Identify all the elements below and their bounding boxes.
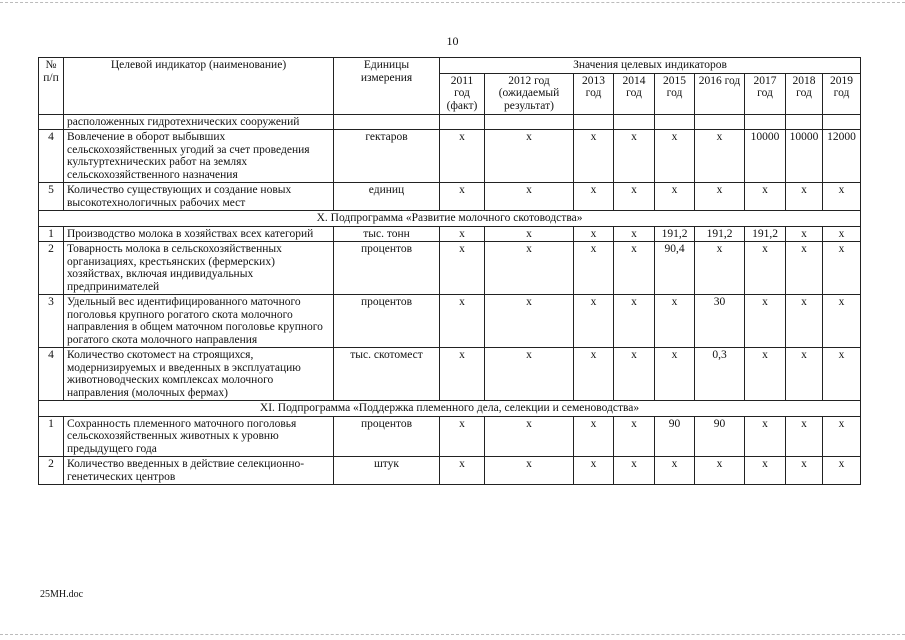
row-value: x (614, 242, 655, 295)
row-value: x (655, 457, 695, 485)
row-value: x (786, 183, 823, 211)
footer-filename: 25МН.doc (40, 589, 84, 600)
row-value: x (485, 348, 574, 401)
row-value: x (440, 295, 485, 348)
row-unit (334, 114, 440, 130)
header-year: 2019 год (823, 73, 861, 114)
row-value (440, 114, 485, 130)
row-value: x (614, 416, 655, 457)
section-title: X. Подпрограмма «Развитие молочного скотоводства» (39, 211, 861, 227)
row-value: x (574, 348, 614, 401)
header-year: 2016 год (695, 73, 745, 114)
row-value (786, 114, 823, 130)
row-indicator-name: Удельный вес идентифицированного маточного поголовья крупного рогатого скота молочного направления в общем маточном поголовье крупного рогатого скота молочного направления (64, 295, 334, 348)
row-unit: процентов (334, 295, 440, 348)
row-value: x (786, 348, 823, 401)
table-row (39, 242, 861, 295)
row-number: 5 (39, 183, 64, 211)
indicators-table (38, 57, 861, 485)
table-row (39, 114, 861, 130)
row-unit: единиц (334, 183, 440, 211)
row-value: 10000 (745, 130, 786, 183)
table-row (39, 226, 861, 242)
row-value (695, 114, 745, 130)
row-value: x (786, 226, 823, 242)
row-value: x (655, 183, 695, 211)
row-indicator-name: Вовлечение в оборот выбывших сельскохозяйственных угодий за счет проведения культуртехнических работ на землях сельскохозяйственного назначения (64, 130, 334, 183)
row-value: 191,2 (655, 226, 695, 242)
row-value: x (695, 457, 745, 485)
row-value: x (745, 242, 786, 295)
row-unit: штук (334, 457, 440, 485)
row-value: 10000 (786, 130, 823, 183)
row-indicator-name: Количество существующих и создание новых высокотехнологичных рабочих мест (64, 183, 334, 211)
row-value: x (440, 242, 485, 295)
header-year: 2012 год (ожидаемый результат) (485, 73, 574, 114)
section-row (39, 401, 861, 417)
header-year: 2017 год (745, 73, 786, 114)
table-row (39, 183, 861, 211)
row-value: x (786, 416, 823, 457)
row-value: x (823, 416, 861, 457)
row-unit: процентов (334, 242, 440, 295)
row-value: x (745, 183, 786, 211)
row-value: 0,3 (695, 348, 745, 401)
row-value: x (574, 242, 614, 295)
row-value: x (823, 457, 861, 485)
table-row (39, 416, 861, 457)
row-value (745, 114, 786, 130)
row-value: 90 (695, 416, 745, 457)
row-indicator-name: Количество скотомест на строящихся, модернизируемых и введенных в эксплуатацию животноводческих комплексах молочного направления (молочных фермах) (64, 348, 334, 401)
section-title: XI. Подпрограмма «Поддержка племенного дела, селекции и семеноводства» (39, 401, 861, 417)
header-values-group: Значения целевых индикаторов (440, 58, 861, 74)
header-year: 2015 год (655, 73, 695, 114)
row-value: x (823, 348, 861, 401)
row-value: 191,2 (695, 226, 745, 242)
row-number: 4 (39, 348, 64, 401)
row-value (485, 114, 574, 130)
row-value: x (485, 130, 574, 183)
row-number: 2 (39, 242, 64, 295)
row-value: x (655, 348, 695, 401)
row-value: x (440, 348, 485, 401)
row-value: x (440, 416, 485, 457)
row-unit: тыс. тонн (334, 226, 440, 242)
row-value: x (823, 226, 861, 242)
row-value: x (485, 242, 574, 295)
row-value: 90 (655, 416, 695, 457)
row-value: x (485, 183, 574, 211)
row-value: x (786, 242, 823, 295)
row-value: x (485, 457, 574, 485)
table-body (39, 114, 861, 485)
row-value: x (745, 348, 786, 401)
header-year: 2013 год (574, 73, 614, 114)
header-year: 2018 год (786, 73, 823, 114)
table-row (39, 348, 861, 401)
row-number: 1 (39, 226, 64, 242)
row-value: 90,4 (655, 242, 695, 295)
row-value: x (485, 226, 574, 242)
header-indicator: Целевой индикатор (наименование) (64, 58, 334, 115)
row-value: x (485, 416, 574, 457)
row-value: 191,2 (745, 226, 786, 242)
header-year: 2011 год (факт) (440, 73, 485, 114)
row-value: x (440, 226, 485, 242)
row-value: x (614, 183, 655, 211)
row-value: x (574, 416, 614, 457)
row-value: x (440, 457, 485, 485)
row-value: x (440, 183, 485, 211)
header-year: 2014 год (614, 73, 655, 114)
row-value: x (574, 183, 614, 211)
row-indicator-name: Товарность молока в сельскохозяйственных организациях, крестьянских (фермерских) хозяйствах, включая индивидуальных предпринимателей (64, 242, 334, 295)
row-value: x (440, 130, 485, 183)
scan-edge-bottom (0, 634, 905, 635)
row-value: x (485, 295, 574, 348)
row-value (614, 114, 655, 130)
row-value: x (574, 295, 614, 348)
row-value: x (614, 130, 655, 183)
row-value: x (695, 130, 745, 183)
row-value: x (614, 226, 655, 242)
row-value: x (695, 242, 745, 295)
table-row (39, 130, 861, 183)
row-value: x (823, 242, 861, 295)
row-indicator-name: Производство молока в хозяйствах всех категорий (64, 226, 334, 242)
row-value: x (614, 457, 655, 485)
row-number: 2 (39, 457, 64, 485)
page-number: 10 (446, 34, 459, 48)
row-value: x (574, 226, 614, 242)
row-number: 4 (39, 130, 64, 183)
row-value: 12000 (823, 130, 861, 183)
row-value: x (574, 457, 614, 485)
table-row (39, 295, 861, 348)
section-row (39, 211, 861, 227)
row-value (655, 114, 695, 130)
row-unit: процентов (334, 416, 440, 457)
row-number: 1 (39, 416, 64, 457)
row-value: x (786, 295, 823, 348)
row-number (39, 114, 64, 130)
row-unit: гектаров (334, 130, 440, 183)
row-value: x (614, 348, 655, 401)
row-indicator-name: Сохранность племенного маточного поголовья сельскохозяйственных животных к уровню предыдущего года (64, 416, 334, 457)
row-value: 30 (695, 295, 745, 348)
scan-edge-top (0, 2, 905, 3)
row-value (823, 114, 861, 130)
header-units: Единицы измерения (334, 58, 440, 115)
row-value: x (655, 130, 695, 183)
row-value (574, 114, 614, 130)
row-value: x (574, 130, 614, 183)
row-value: x (745, 457, 786, 485)
row-value: x (695, 183, 745, 211)
row-indicator-name: Количество введенных в действие селекционно-генетических центров (64, 457, 334, 485)
row-number: 3 (39, 295, 64, 348)
row-value: x (655, 295, 695, 348)
row-value: x (786, 457, 823, 485)
row-unit: тыс. скотомест (334, 348, 440, 401)
row-value: x (614, 295, 655, 348)
table-row (39, 457, 861, 485)
row-value: x (745, 416, 786, 457)
header-row-1 (39, 58, 861, 74)
row-indicator-name: расположенных гидротехнических сооружений (64, 114, 334, 130)
row-value: x (823, 295, 861, 348)
row-value: x (823, 183, 861, 211)
header-num: № п/п (39, 58, 64, 115)
row-value: x (745, 295, 786, 348)
